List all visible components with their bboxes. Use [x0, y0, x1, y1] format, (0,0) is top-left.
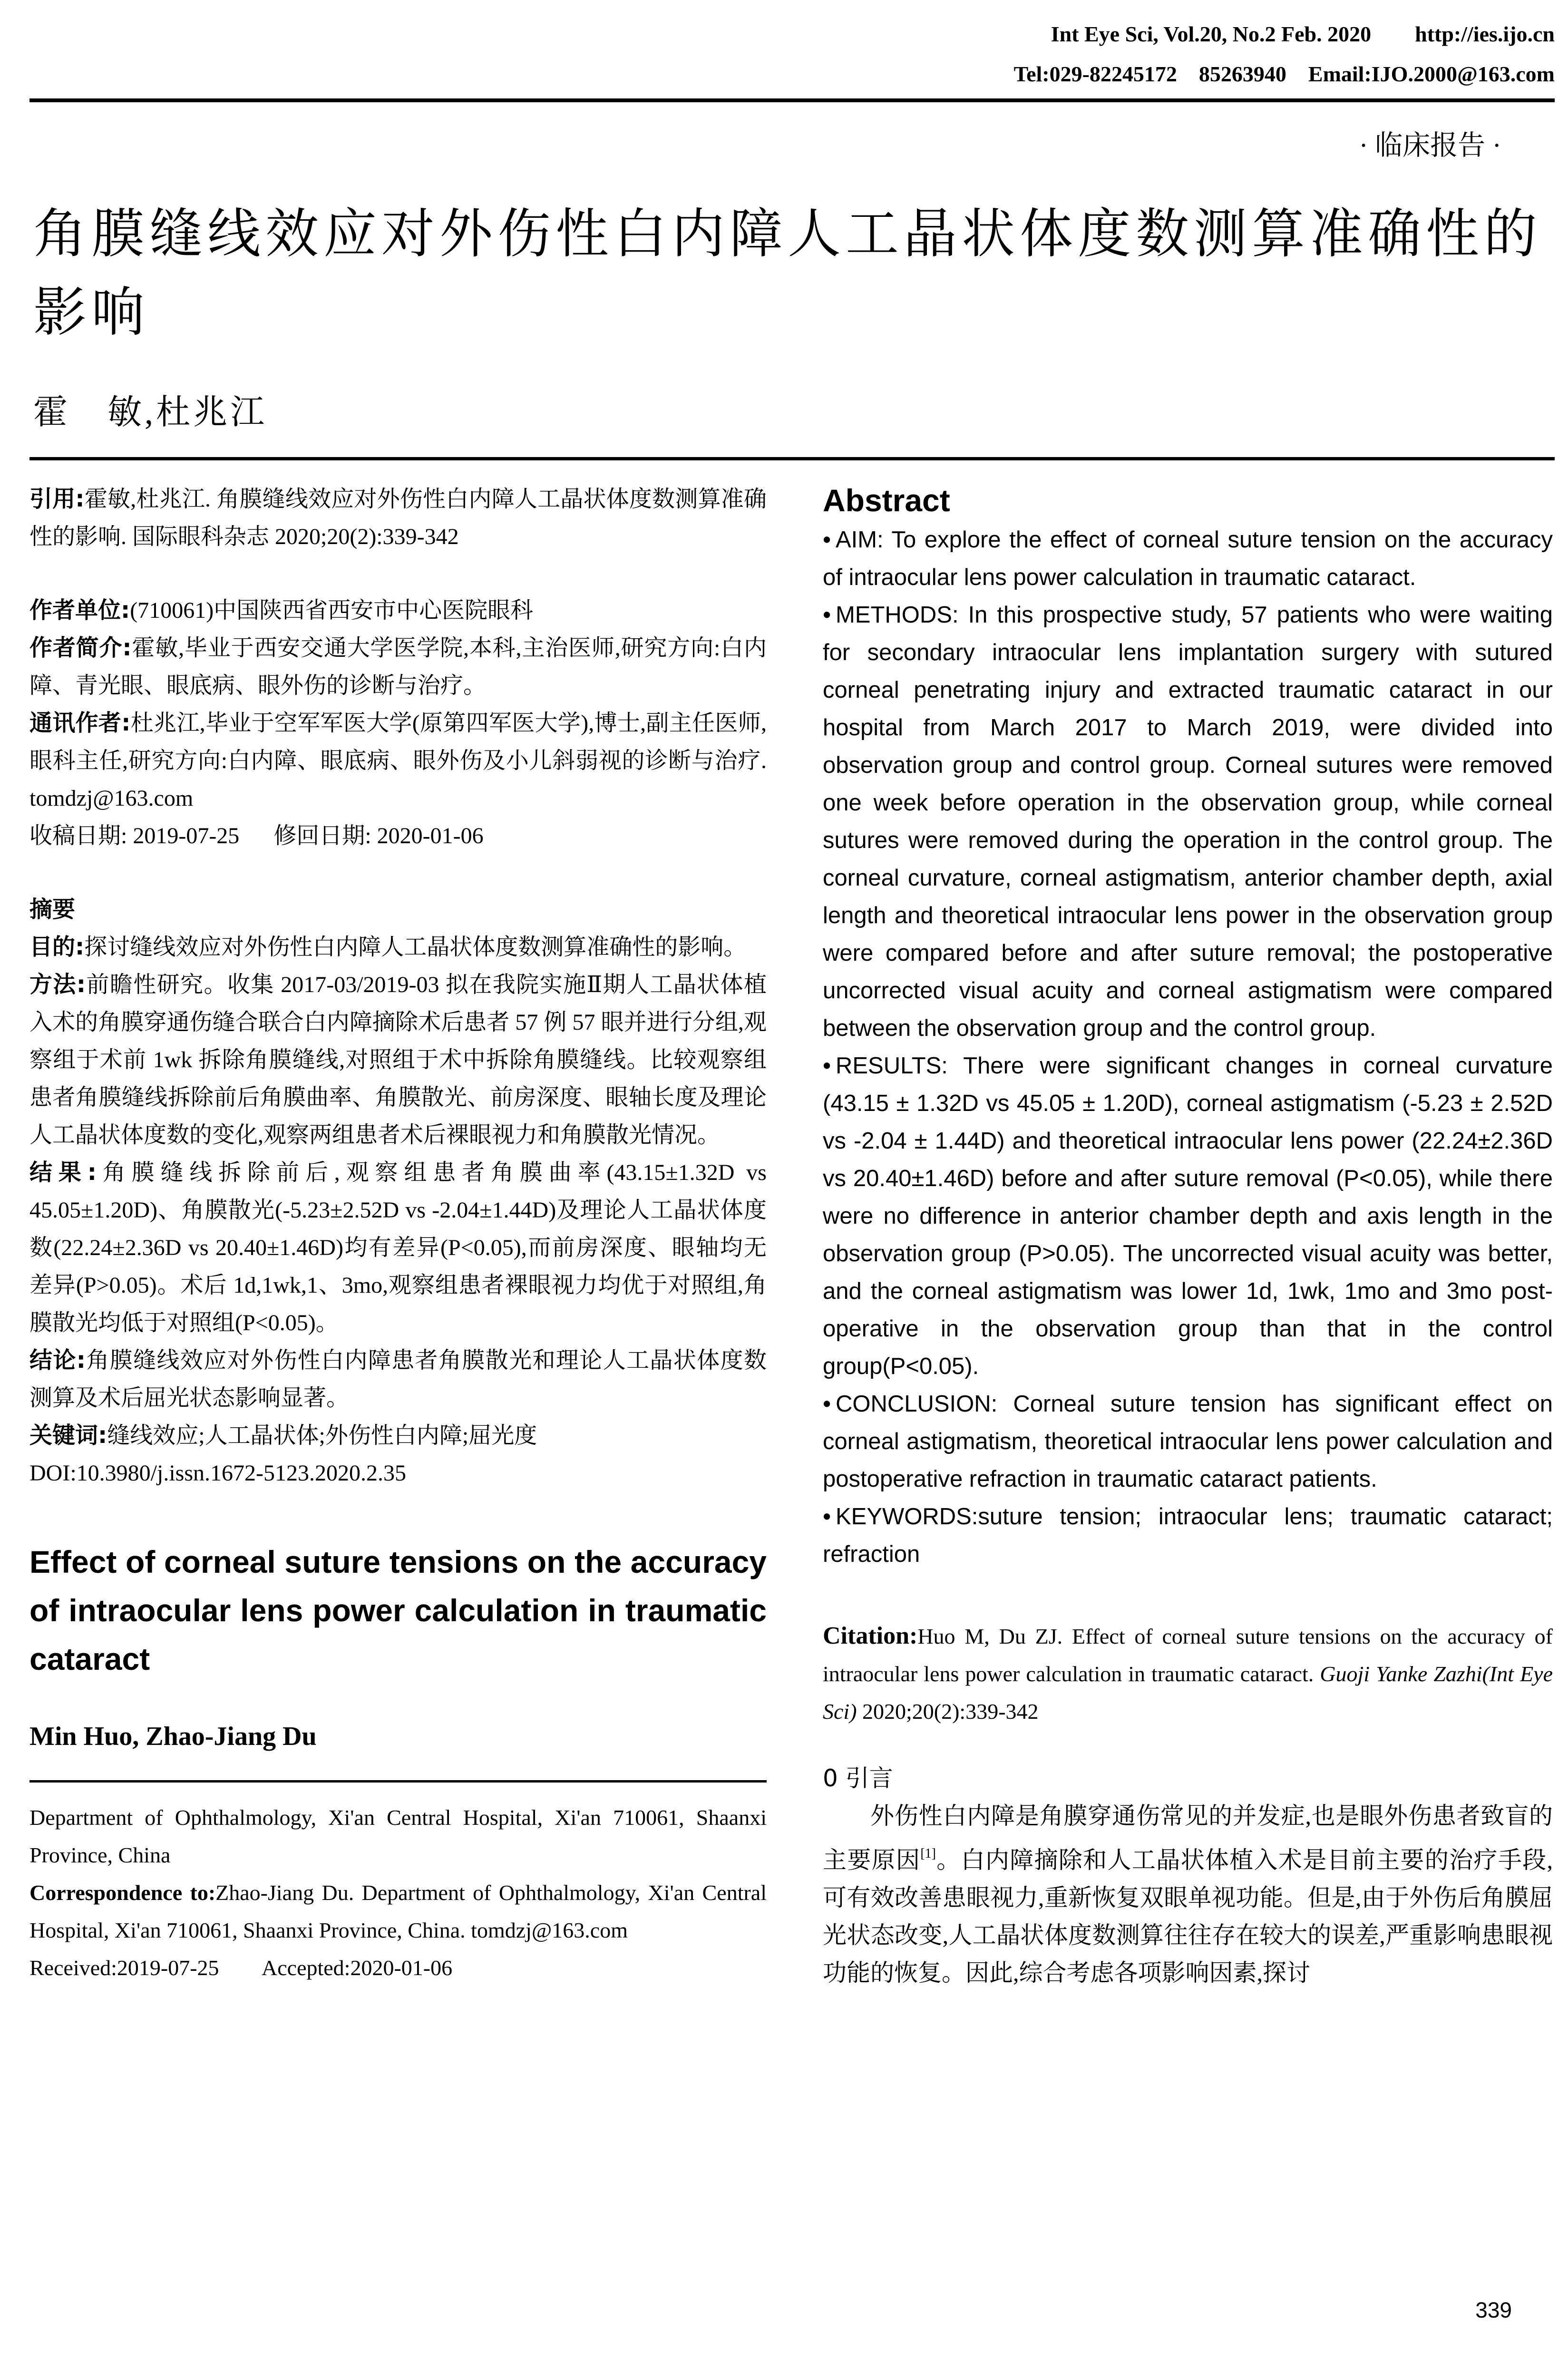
bullet-icon: •	[823, 1053, 831, 1079]
author-bio: 作者简介:霍敏,毕业于西安交通大学医学院,本科,主治医师,研究方向:白内障、青光眼、眼底病、眼外伤的诊断与治疗。	[29, 634, 767, 698]
article-title-en: Effect of corneal suture tensions on the accuracy of intraocular lens power calculation in traumatic cataract	[29, 1544, 767, 1676]
article-title-cn: 角膜缝线效应对外伤性白内障人工晶状体度数测算准确性的影响	[33, 203, 1542, 343]
bullet-icon: •	[823, 602, 831, 628]
dates-cn: 收稿日期: 2019-07-25 修回日期: 2020-01-06	[29, 823, 484, 848]
authors-en: Min Huo, Zhao-Jiang Du	[29, 1722, 317, 1751]
journal-info-line: Int Eye Sci, Vol.20, No.2 Feb. 2020 http://ies.ijo.cn	[1051, 22, 1555, 46]
keywords-cn: 关键词:缝线效应;人工晶状体;外伤性白内障;屈光度	[29, 1422, 537, 1449]
left-column	[29, 480, 767, 1987]
intro-paragraph: 外伤性白内障是角膜穿通伤常见的并发症,也是眼外伤患者致盲的主要原因[1]。白内障摘除和人工晶状体植入术是目前主要的治疗手段,可有效改善患眼视力,重新恢复双眼单视功能。但是,由于外伤后角膜屈光状态改变,人工晶状体度数测算往往存在较大的误差,严重影响患眼视功能的恢复。因此,综合考虑各项影响因素,探讨	[823, 1802, 1553, 1986]
correspondence-en: Correspondence to:Zhao-Jiang Du. Department of Ophthalmology, Xi'an Central Hospital, Xi'an 710061, Shaanxi Province, China. tomdzj@163.com	[29, 1880, 767, 1942]
right-column	[823, 480, 1553, 1992]
bullet-icon: •	[823, 1391, 831, 1417]
intro-heading: 0 引言	[823, 1764, 893, 1792]
methods-cn: 方法:前瞻性研究。收集 2017-03/2019-03 拟在我院实施Ⅱ期人工晶状体植入术的角膜穿通伤缝合联合白内障摘除术后患者 57 例 57 眼并进行分组,观察组于术前 1wk 拆除角膜缝线,对照组于术中拆除角膜缝线。比较观察组患者角膜缝线拆除前后角膜曲率、角膜散光、前房深度、眼轴长度及理论人工晶状体度数的变化,观察两组患者术后裸眼视力和角膜散光情况。	[29, 971, 767, 1148]
section-tag: · 临床报告 ·	[1359, 130, 1501, 161]
keywords-en: • KEYWORDS:suture tension; intraocular lens; traumatic cataract; refraction	[823, 1498, 1553, 1573]
abstract-heading-cn: 摘要	[29, 896, 76, 923]
header-rule	[29, 98, 1555, 102]
bullet-icon: •	[823, 1504, 831, 1529]
reference-link[interactable]: [1]	[920, 1846, 936, 1861]
affiliation-en: Department of Ophthalmology, Xi'an Central Hospital, Xi'an 710061, Shaanxi Province, China	[29, 1805, 767, 1867]
corresponding-author-cn: 通讯作者:杜兆江,毕业于空军军医大学(原第四军医大学),博士,副主任医师,眼科主任,研究方向:白内障、眼底病、眼外伤及小儿斜弱视的诊断与治疗. tomdzj@163.com	[29, 710, 767, 811]
journal-contact-line: Tel:029-82245172 85263940 Email:IJO.2000@163.com	[1013, 62, 1555, 86]
conclusion-en: • CONCLUSION: Corneal suture tension has significant effect on corneal astigmatism, theoretical intraocular lens power calculation and postoperative refraction in traumatic cataract patients.	[823, 1385, 1553, 1498]
conclusion-cn: 结论:角膜缝线效应对外伤性白内障患者角膜散光和理论人工晶状体度数测算及术后屈光状态影响显著。	[29, 1347, 767, 1411]
page-number: 339	[1475, 2298, 1512, 2322]
doi[interactable]: DOI:10.3980/j.issn.1672-5123.2020.2.35	[29, 1461, 406, 1486]
author-unit: 作者单位:(710061)中国陕西省西安市中心医院眼科	[29, 597, 534, 623]
aim-en: • AIM: To explore the effect of corneal suture tension on the accuracy of intraocular lens power calculation in traumatic cataract.	[823, 521, 1553, 596]
results-en: • RESULTS: There were significant changes in corneal curvature (43.15 ± 1.32D vs 45.05 ± 1.20D), corneal astigmatism (-5.23 ± 2.52D vs -2.04 ± 1.44D) and theoretical intraocular lens power (22.24±2.36D vs 20.40±1.46D) before and after suture removal (P<0.05), while there were no difference in anterior chamber depth and axis length in the observation group (P>0.05). The uncorrected visual acuity was better, and the corneal astigmatism was lower 1d, 1wk, 1mo and 3mo post-operative in the observation group than that in the control group(P<0.05).	[823, 1047, 1553, 1385]
citation-en: Citation:Huo M, Du ZJ. Effect of corneal suture tensions on the accuracy of intraocular lens power calculation in traumatic cataract. Guoji Yanke Zazhi(Int Eye Sci) 2020;20(2):339-342	[823, 1622, 1553, 1724]
dates-en: Received:2019-07-25 Accepted:2020-01-06	[29, 1956, 453, 1980]
citation-cn: 引用:霍敏,杜兆江. 角膜缝线效应对外伤性白内障人工晶状体度数测算准确性的影响. 国际眼科杂志 2020;20(2):339-342	[29, 486, 767, 549]
title-rule	[29, 457, 1555, 460]
abstract-heading-en: Abstract	[823, 483, 950, 518]
methods-en: • METHODS: In this prospective study, 57 patients who were waiting for secondary intraocular lens implantation surgery with sutured corneal penetrating injury and extracted traumatic cataract in our hospital from March 2017 to March 2019, were divided into observation group and control group. Corneal sutures were removed one week before operation in the observation group, while corneal sutures were removed during the operation in the control group. The corneal curvature, corneal astigmatism, anterior chamber depth, axial length and theoretical intraocular lens power in the observation group were compared before and after suture removal; the postoperative uncorrected visual acuity and corneal astigmatism were compared between the observation group and the control group.	[823, 596, 1553, 1047]
aim-cn: 目的:探讨缝线效应对外伤性白内障人工晶状体度数测算准确性的影响。	[29, 934, 747, 960]
results-cn: 结果:角膜缝线拆除前后,观察组患者角膜曲率(43.15±1.32D vs 45.05±1.20D)、角膜散光(-5.23±2.52D vs -2.04±1.44D)及理论人工晶状体度数(22.24±2.36D vs 20.40±1.46D)均有差异(P<0.05),而前房深度、眼轴均无差异(P>0.05)。术后 1d,1wk,1、3mo,观察组患者裸眼视力均优于对照组,角膜散光均低于对照组(P<0.05)。	[29, 1159, 767, 1335]
authors-cn: 霍 敏,杜兆江	[33, 393, 268, 431]
authors-rule	[29, 1780, 767, 1783]
bullet-icon: •	[823, 527, 831, 553]
